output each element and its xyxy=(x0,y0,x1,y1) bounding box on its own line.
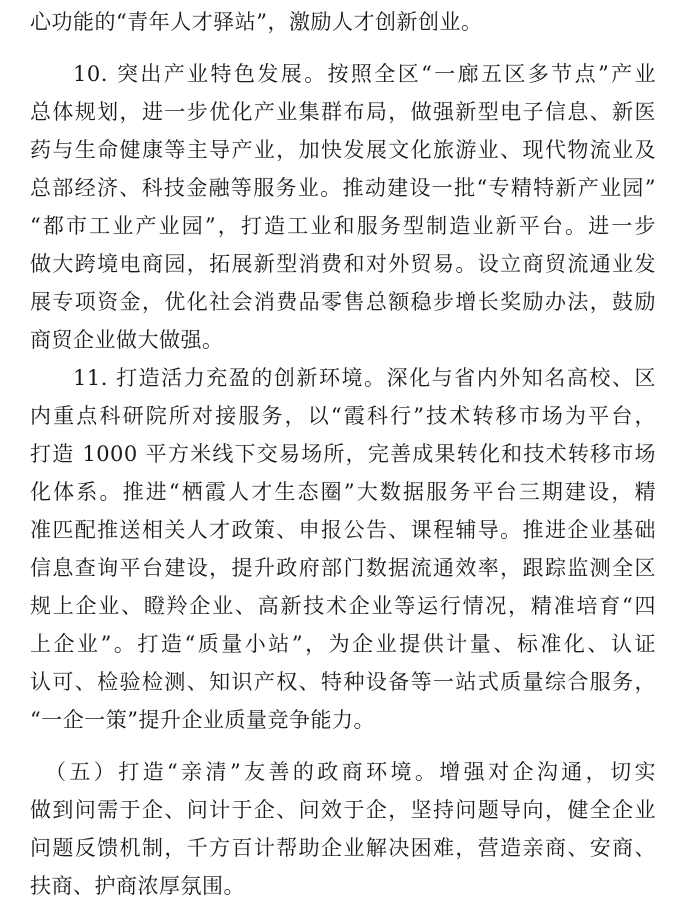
text-line: 商贸企业做大做强。 xyxy=(30,328,224,352)
text-line: 扶商、护商浓厚氛围。 xyxy=(30,874,245,898)
text-line: 上企业”。打造“质量小站”，为企业提供计量、标准化、认证 xyxy=(30,632,656,656)
section-heading-5: （五）打造“亲清”友善的政商环境。增强对企沟通，切实 xyxy=(45,760,656,784)
text-line: 认可、检验检测、知识产权、特种设备等一站式质量综合服务， xyxy=(30,670,656,694)
text-line: 总部经济、科技金融等服务业。推动建设一批“专精特新产业园” xyxy=(30,176,656,200)
text-line: 总体规划，进一步优化产业集群布局，做强新型电子信息、新医 xyxy=(30,100,656,124)
text-line: 信息查询平台建设，提升政府部门数据流通效率，跟踪监测全区 xyxy=(30,556,656,580)
paragraph-heading-10: 10. 突出产业特色发展。按照全区“一廊五区多节点”产业 xyxy=(73,62,656,86)
text-line: “都市工业产业园”，打造工业和服务型制造业新平台。进一步 xyxy=(30,214,656,238)
text-line: 问题反馈机制，千方百计帮助企业解决困难，营造亲商、安商、 xyxy=(30,836,656,860)
paragraph-heading-11: 11. 打造活力充盈的创新环境。深化与省内外知名高校、区 xyxy=(73,366,656,390)
text-line: 打造 1000 平方米线下交易场所，完善成果转化和技术转移市场 xyxy=(30,442,656,466)
text-line: 做到问需于企、问计于企、问效于企，坚持问题导向，健全企业 xyxy=(30,798,656,822)
text-line: 化体系。推进“栖霞人才生态圈”大数据服务平台三期建设，精 xyxy=(30,480,656,504)
text-line: 展专项资金，优化社会消费品零售总额稳步增长奖励办法，鼓励 xyxy=(30,290,656,314)
text-line: 做大跨境电商园，拓展新型消费和对外贸易。设立商贸流通业发 xyxy=(30,252,656,276)
text-line: 规上企业、瞪羚企业、高新技术企业等运行情况，精准培育“四 xyxy=(30,594,656,618)
text-line: “一企一策”提升企业质量竞争能力。 xyxy=(30,708,375,732)
text-line: 内重点科研院所对接服务，以“霞科行”技术转移市场为平台， xyxy=(30,404,656,428)
text-line: 药与生命健康等主导产业，加快发展文化旅游业、现代物流业及 xyxy=(30,138,656,162)
text-line: 准匹配推送相关人才政策、申报公告、课程辅导。推进企业基础 xyxy=(30,518,656,542)
text-line: 心功能的“青年人才驿站”，激励人才创新创业。 xyxy=(30,10,483,34)
